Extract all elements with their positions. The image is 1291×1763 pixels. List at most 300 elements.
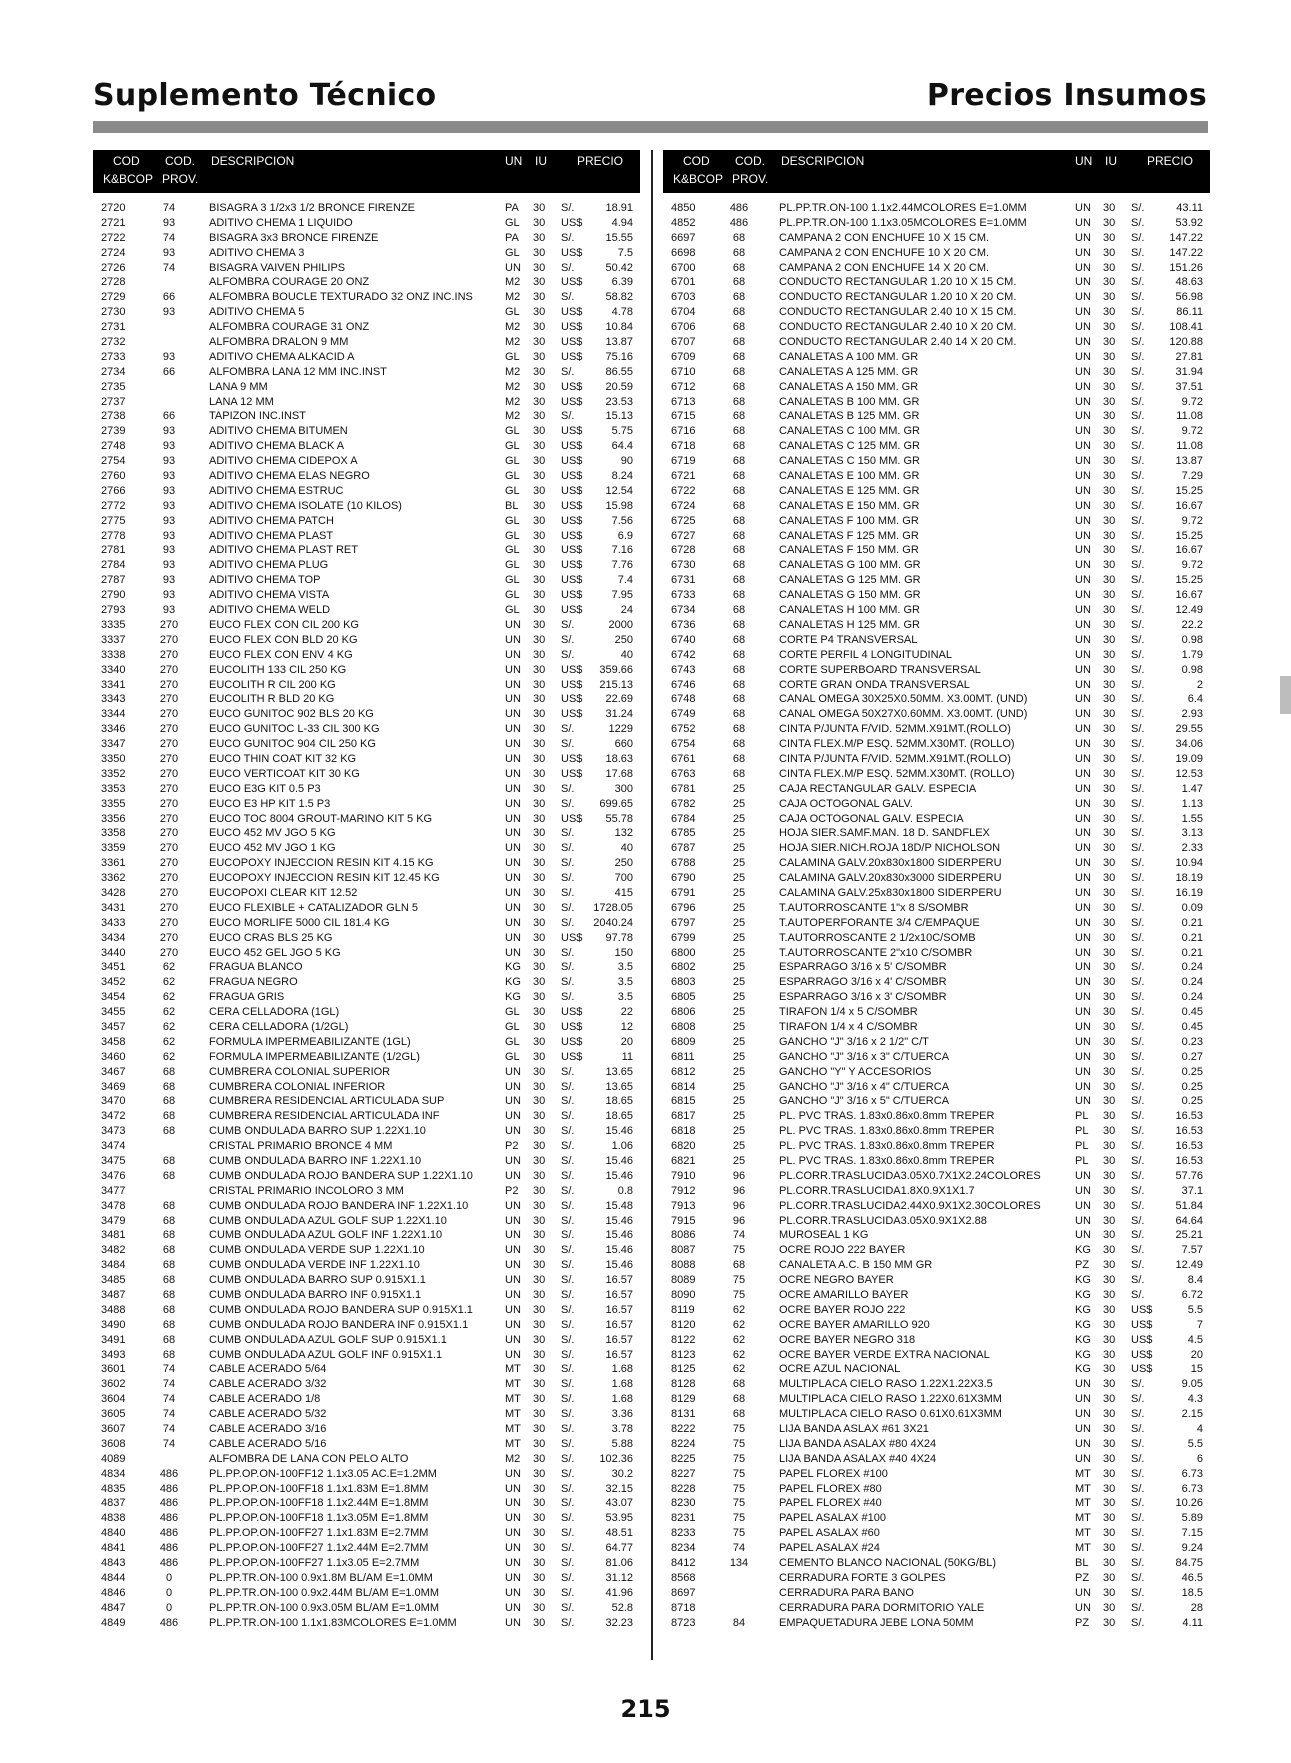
cell-precio: 6.4 — [1187, 693, 1203, 706]
cell-iu: 30 — [1103, 872, 1116, 885]
cell-precio: 22.2 — [1181, 618, 1203, 631]
cell-prov: 270 — [159, 842, 179, 855]
cell-iu: 30 — [533, 812, 546, 825]
cell-cod: 2775 — [101, 514, 126, 527]
cell-descripcion: PL.PP.TR.ON-100 1.1x3.05MCOLORES E=1.0MM — [779, 216, 1027, 229]
cell-prov: 68 — [732, 380, 746, 393]
cell-iu: 30 — [1103, 1601, 1116, 1614]
cell-prov: 68 — [732, 276, 746, 289]
cell-descripcion: EUCOPOXY INJECCION RESIN KIT 12.45 KG — [209, 872, 440, 885]
cell-un: UN — [1075, 306, 1091, 319]
cell-prov: 68 — [162, 1244, 176, 1257]
cell-cod: 4841 — [101, 1542, 126, 1555]
table-row — [663, 1199, 1210, 1214]
cell-currency: S/. — [561, 1199, 575, 1212]
cell-descripcion: OCRE BAYER NEGRO 318 — [779, 1333, 916, 1346]
cell-un: UN — [505, 886, 521, 899]
cell-descripcion: CUMB ONDULADA AZUL GOLF SUP 1.22X1.10 — [209, 1214, 447, 1227]
cell-cod: 3361 — [101, 857, 126, 870]
table-row — [93, 320, 640, 335]
cell-cod: 2720 — [101, 202, 126, 214]
cell-un: UN — [505, 1244, 521, 1257]
cell-currency: S/. — [561, 1467, 575, 1480]
cell-currency: S/. — [561, 1184, 575, 1197]
cell-precio: 31.94 — [1175, 365, 1203, 378]
cell-iu: 30 — [533, 425, 546, 438]
cell-currency: S/. — [1131, 1586, 1145, 1599]
cell-currency: US$ — [561, 708, 583, 721]
cell-currency: S/. — [1131, 202, 1145, 214]
cell-currency: S/. — [1131, 1140, 1145, 1153]
cell-currency: S/. — [1131, 1125, 1145, 1138]
cell-prov: 62 — [732, 1333, 746, 1346]
cell-prov: 486 — [159, 1542, 179, 1555]
cell-prov: 68 — [732, 246, 746, 259]
cell-currency: S/. — [1131, 1080, 1145, 1093]
cell-descripcion: EUCO MORLIFE 5000 CIL 181.4 KG — [209, 916, 390, 929]
cell-descripcion: ALFOMBRA COURAGE 20 ONZ — [209, 276, 370, 289]
cell-descripcion: CUMB ONDULADA AZUL GOLF INF 1.22X1.10 — [209, 1229, 443, 1242]
cell-currency: S/. — [1131, 886, 1145, 899]
table-row — [663, 1214, 1210, 1229]
cell-prov: 84 — [732, 1616, 746, 1629]
header-un: UN — [1075, 154, 1093, 168]
cell-cod: 4834 — [101, 1467, 126, 1480]
cell-precio: 24 — [620, 604, 633, 617]
cell-precio: 120.88 — [1169, 336, 1203, 349]
cell-prov: 25 — [732, 1125, 746, 1138]
cell-precio: 1.13 — [1181, 797, 1203, 810]
cell-descripcion: CINTA FLEX.M/P ESQ. 52MM.X30MT. (ROLLO) — [779, 767, 1015, 780]
cell-iu: 30 — [1103, 1452, 1116, 1465]
cell-un: UN — [1075, 544, 1091, 557]
cell-prov: 68 — [162, 1274, 176, 1287]
cell-iu: 30 — [533, 827, 546, 840]
cell-cod: 2721 — [101, 216, 126, 229]
cell-precio: 9.05 — [1181, 1378, 1203, 1391]
table-row — [663, 663, 1210, 678]
cell-prov: 270 — [159, 901, 179, 914]
cell-currency: S/. — [561, 916, 575, 929]
cell-currency: S/. — [561, 857, 575, 870]
cell-precio: 37.1 — [1181, 1184, 1203, 1197]
cell-currency: S/. — [1131, 752, 1145, 765]
cell-descripcion: EUCO THIN COAT KIT 32 KG — [209, 752, 357, 765]
cell-iu: 30 — [533, 1303, 546, 1316]
cell-currency: S/. — [561, 886, 575, 899]
cell-descripcion: PAPEL FLOREX #40 — [779, 1497, 882, 1510]
cell-iu: 30 — [533, 1318, 546, 1331]
header-prov: COD. — [165, 154, 195, 168]
cell-iu: 30 — [533, 380, 546, 393]
cell-prov: 74 — [162, 1437, 176, 1450]
cell-un: KG — [505, 991, 521, 1004]
table-row — [663, 1318, 1210, 1333]
table-row — [663, 946, 1210, 961]
cell-precio: 3.5 — [617, 991, 633, 1004]
cell-currency: S/. — [1131, 1542, 1145, 1555]
cell-prov: 0 — [165, 1586, 173, 1599]
header-rule — [93, 121, 1208, 133]
table-row — [93, 901, 640, 916]
cell-prov: 62 — [162, 961, 176, 974]
cell-descripcion: ADITIVO CHEMA BITUMEN — [209, 425, 348, 438]
cell-cod: 2790 — [101, 589, 126, 602]
table-row — [663, 1452, 1210, 1467]
cell-iu: 30 — [533, 529, 546, 542]
cell-cod: 6743 — [671, 663, 696, 676]
cell-iu: 30 — [1103, 901, 1116, 914]
cell-cod: 8089 — [671, 1274, 696, 1287]
cell-iu: 30 — [1103, 857, 1116, 870]
cell-descripcion: LIJA BANDA ASALAX #40 4X24 — [779, 1452, 937, 1465]
cell-descripcion: PL.PP.TR.ON-100 0.9x3.05M BL/AM E=1.0MM — [209, 1601, 439, 1614]
cell-currency: S/. — [1131, 1229, 1145, 1242]
cell-precio: 52.8 — [611, 1601, 633, 1614]
cell-prov: 25 — [732, 916, 746, 929]
cell-cod: 3469 — [101, 1080, 126, 1093]
cell-cod: 6707 — [671, 336, 696, 349]
cell-iu: 30 — [533, 797, 546, 810]
cell-un: UN — [505, 1467, 521, 1480]
cell-cod: 3490 — [101, 1318, 126, 1331]
cell-iu: 30 — [1103, 1095, 1116, 1108]
cell-precio: 3.36 — [611, 1408, 633, 1421]
cell-un: UN — [505, 1229, 521, 1242]
cell-descripcion: ADITIVO CHEMA ELAS NEGRO — [209, 470, 370, 483]
table-row — [93, 1318, 640, 1333]
cell-descripcion: OCRE AZUL NACIONAL — [779, 1363, 901, 1376]
cell-currency: S/. — [1131, 1095, 1145, 1108]
cell-iu: 30 — [533, 1437, 546, 1450]
cell-iu: 30 — [1103, 589, 1116, 602]
table-row — [93, 737, 640, 752]
cell-precio: 1.68 — [611, 1363, 633, 1376]
cell-cod: 6748 — [671, 693, 696, 706]
cell-cod: 3454 — [101, 991, 126, 1004]
cell-cod: 2787 — [101, 574, 126, 587]
cell-un: UN — [505, 1616, 521, 1629]
cell-precio: 18.63 — [605, 752, 633, 765]
cell-cod: 3356 — [101, 812, 126, 825]
cell-cod: 6733 — [671, 589, 696, 602]
cell-precio: 17.68 — [605, 767, 633, 780]
cell-cod: 3434 — [101, 931, 126, 944]
cell-descripcion: ESPARRAGO 3/16 x 4' C/SOMBR — [779, 976, 947, 989]
cell-descripcion: CUMBRERA RESIDENCIAL ARTICULADA INF — [209, 1110, 440, 1123]
cell-cod: 3433 — [101, 916, 126, 929]
cell-prov: 68 — [162, 1095, 176, 1108]
cell-cod: 3482 — [101, 1244, 126, 1257]
cell-prov: 62 — [162, 991, 176, 1004]
table-row — [93, 826, 640, 841]
cell-iu: 30 — [1103, 946, 1116, 959]
cell-descripcion: OCRE NEGRO BAYER — [779, 1274, 894, 1287]
cell-iu: 30 — [533, 1497, 546, 1510]
table-row — [93, 1437, 640, 1452]
cell-prov: 68 — [732, 350, 746, 363]
cell-iu: 30 — [533, 544, 546, 557]
cell-descripcion: ESPARRAGO 3/16 x 5' C/SOMBR — [779, 961, 947, 974]
cell-descripcion: PAPEL FLOREX #80 — [779, 1482, 882, 1495]
cell-descripcion: CALAMINA GALV.20x830x3000 SIDERPERU — [779, 872, 1002, 885]
cell-iu: 30 — [1103, 410, 1116, 423]
price-table-right — [663, 150, 1210, 1631]
cell-iu: 30 — [1103, 574, 1116, 587]
cell-iu: 30 — [1103, 484, 1116, 497]
cell-precio: 10.26 — [1175, 1497, 1203, 1510]
cell-iu: 30 — [1103, 306, 1116, 319]
table-row — [93, 409, 640, 424]
cell-prov: 270 — [159, 738, 179, 751]
table-row — [93, 1228, 640, 1243]
table-row — [663, 1496, 1210, 1511]
cell-precio: 40 — [620, 648, 633, 661]
cell-descripcion: CAJA OCTOGONAL GALV. ESPECIA — [779, 812, 964, 825]
cell-prov: 134 — [729, 1557, 749, 1570]
cell-cod: 6803 — [671, 976, 696, 989]
cell-prov: 270 — [159, 797, 179, 810]
cell-descripcion: FRAGUA BLANCO — [209, 961, 303, 974]
cell-precio: 102.36 — [599, 1452, 633, 1465]
cell-precio: 7 — [1196, 1318, 1203, 1331]
cell-iu: 30 — [1103, 246, 1116, 259]
table-row — [663, 1467, 1210, 1482]
cell-iu: 30 — [533, 857, 546, 870]
cell-descripcion: PL.PP.TR.ON-100 0.9x1.8M BL/AM E=1.0MM — [209, 1571, 433, 1584]
cell-iu: 30 — [1103, 1571, 1116, 1584]
cell-cod: 3341 — [101, 678, 126, 691]
cell-iu: 30 — [533, 1214, 546, 1227]
cell-currency: S/. — [1131, 1437, 1145, 1450]
cell-prov: 74 — [162, 1378, 176, 1391]
cell-iu: 30 — [1103, 1125, 1116, 1138]
cell-currency: S/. — [1131, 991, 1145, 1004]
cell-currency: S/. — [1131, 306, 1145, 319]
cell-iu: 30 — [533, 589, 546, 602]
cell-cod: 3346 — [101, 723, 126, 736]
cell-un: KG — [505, 961, 521, 974]
cell-cod: 6754 — [671, 738, 696, 751]
cell-un: UN — [1075, 797, 1091, 810]
cell-currency: S/. — [1131, 931, 1145, 944]
table-row — [93, 1571, 640, 1586]
table-row — [663, 1362, 1210, 1377]
cell-cod: 3358 — [101, 827, 126, 840]
cell-precio: 22.69 — [605, 693, 633, 706]
cell-currency: S/. — [561, 946, 575, 959]
cell-un: GL — [505, 470, 520, 483]
cell-prov: 68 — [732, 455, 746, 468]
cell-precio: 48.63 — [1175, 276, 1203, 289]
cell-iu: 30 — [1103, 827, 1116, 840]
cell-cod: 8228 — [671, 1482, 696, 1495]
cell-cod: 3608 — [101, 1437, 126, 1450]
cell-un: GL — [505, 455, 520, 468]
cell-prov: 25 — [732, 872, 746, 885]
cell-descripcion: PL.PP.OP.ON-100FF18 1.1x1.83M E=1.8MM — [209, 1482, 429, 1495]
cell-prov: 68 — [732, 306, 746, 319]
cell-un: UN — [1075, 1080, 1091, 1093]
cell-precio: 16.57 — [605, 1289, 633, 1302]
cell-currency: US$ — [561, 246, 583, 259]
table-row — [663, 1422, 1210, 1437]
cell-prov: 68 — [162, 1333, 176, 1346]
cell-iu: 30 — [1103, 693, 1116, 706]
cell-currency: S/. — [561, 1229, 575, 1242]
cell-iu: 30 — [1103, 1110, 1116, 1123]
cell-un: M2 — [505, 395, 521, 408]
cell-prov: 25 — [732, 797, 746, 810]
cell-cod: 6697 — [671, 231, 696, 244]
cell-descripcion: CERRADURA PARA DORMITORIO YALE — [779, 1601, 985, 1614]
cell-cod: 7915 — [671, 1214, 696, 1227]
cell-prov: 74 — [162, 261, 176, 274]
cell-prov: 270 — [159, 827, 179, 840]
table-row — [663, 1065, 1210, 1080]
table-row — [663, 1437, 1210, 1452]
cell-un: UN — [505, 1586, 521, 1599]
cell-cod: 6781 — [671, 782, 696, 795]
cell-iu: 30 — [533, 336, 546, 349]
cell-iu: 30 — [533, 633, 546, 646]
cell-un: UN — [1075, 886, 1091, 899]
cell-prov: 25 — [732, 931, 746, 944]
cell-descripcion: CUMB ONDULADA VERDE INF 1.22X1.10 — [209, 1259, 420, 1272]
cell-un: UN — [1075, 1006, 1091, 1019]
cell-un: UN — [505, 857, 521, 870]
cell-descripcion: OCRE BAYER ROJO 222 — [779, 1303, 906, 1316]
cell-currency: S/. — [1131, 291, 1145, 304]
cell-iu: 30 — [1103, 365, 1116, 378]
cell-precio: 31.24 — [605, 708, 633, 721]
table-row — [93, 812, 640, 827]
cell-iu: 30 — [533, 872, 546, 885]
cell-descripcion: EUCO 452 GEL JGO 5 KG — [209, 946, 341, 959]
table-row — [93, 1511, 640, 1526]
cell-descripcion: EUCOLITH R BLD 20 KG — [209, 693, 335, 706]
table-row — [663, 320, 1210, 335]
cell-un: MT — [505, 1423, 521, 1436]
cell-un: M2 — [505, 410, 521, 423]
cell-descripcion: EUCO GUNITOC 904 CIL 250 KG — [209, 738, 376, 751]
cell-descripcion: CONDUCTO RECTANGULAR 1.20 10 X 20 CM. — [779, 291, 1017, 304]
cell-prov: 96 — [732, 1214, 746, 1227]
cell-precio: 64.77 — [605, 1542, 633, 1555]
cell-currency: S/. — [1131, 261, 1145, 274]
cell-prov: 25 — [732, 976, 746, 989]
cell-descripcion: EUCO GUNITOC L-33 CIL 300 KG — [209, 723, 380, 736]
cell-currency: S/. — [1131, 484, 1145, 497]
cell-cod: 8231 — [671, 1512, 696, 1525]
cell-descripcion: EUCOLITH 133 CIL 250 KG — [209, 663, 347, 676]
cell-currency: S/. — [1131, 708, 1145, 721]
cell-descripcion: PL.CORR.TRASLUCIDA2.44X0.9X1X2.30COLORES — [779, 1199, 1041, 1212]
cell-iu: 30 — [1103, 1437, 1116, 1450]
cell-iu: 30 — [533, 1571, 546, 1584]
table-row — [663, 1005, 1210, 1020]
cell-descripcion: CRISTAL PRIMARIO INCOLORO 3 MM — [209, 1184, 404, 1197]
cell-prov: 62 — [162, 1035, 176, 1048]
cell-descripcion: ADITIVO CHEMA VISTA — [209, 589, 330, 602]
cell-iu: 30 — [1103, 782, 1116, 795]
cell-iu: 30 — [1103, 1303, 1116, 1316]
cell-currency: S/. — [1131, 1020, 1145, 1033]
table-row — [663, 990, 1210, 1005]
cell-currency: S/. — [561, 1080, 575, 1093]
cell-iu: 30 — [533, 1333, 546, 1346]
cell-prov: 486 — [159, 1527, 179, 1540]
cell-iu: 30 — [533, 291, 546, 304]
table-row — [663, 1184, 1210, 1199]
cell-descripcion: EMPAQUETADURA JEBE LONA 50MM — [779, 1616, 974, 1629]
table-row — [663, 454, 1210, 469]
cell-prov: 486 — [159, 1482, 179, 1495]
cell-prov: 68 — [732, 708, 746, 721]
cell-descripcion: CORTE GRAN ONDA TRANSVERSAL — [779, 678, 970, 691]
cell-currency: US$ — [561, 529, 583, 542]
cell-prov: 93 — [162, 216, 176, 229]
cell-cod: 4849 — [101, 1616, 126, 1629]
cell-un: MT — [505, 1393, 521, 1406]
cell-descripcion: CORTE SUPERBOARD TRANSVERSAL — [779, 663, 981, 676]
cell-currency: S/. — [1131, 648, 1145, 661]
cell-iu: 30 — [533, 1557, 546, 1570]
cell-precio: 12.54 — [605, 484, 633, 497]
cell-descripcion: PL.PP.OP.ON-100FF27 1.1x1.83M E=2.7MM — [209, 1527, 429, 1540]
cell-precio: 215.13 — [599, 678, 633, 691]
cell-descripcion: LANA 12 MM — [209, 395, 274, 408]
cell-currency: US$ — [561, 216, 583, 229]
cell-prov: 66 — [162, 410, 176, 423]
cell-prov: 68 — [732, 470, 746, 483]
table-row — [663, 886, 1210, 901]
cell-iu: 30 — [1103, 1169, 1116, 1182]
cell-prov: 74 — [162, 1393, 176, 1406]
cell-iu: 30 — [1103, 1244, 1116, 1257]
table-row — [663, 231, 1210, 246]
cell-un: UN — [1075, 648, 1091, 661]
cell-precio: 37.51 — [1175, 380, 1203, 393]
cell-cod: 2733 — [101, 350, 126, 363]
cell-prov: 62 — [162, 1020, 176, 1033]
cell-currency: S/. — [1131, 410, 1145, 423]
cell-iu: 30 — [1103, 1020, 1116, 1033]
cell-prov: 68 — [732, 663, 746, 676]
table-row — [93, 1288, 640, 1303]
cell-iu: 30 — [1103, 1408, 1116, 1421]
cell-cod: 6731 — [671, 574, 696, 587]
cell-precio: 0.09 — [1181, 901, 1203, 914]
table-row — [93, 767, 640, 782]
cell-un: GL — [505, 216, 520, 229]
cell-currency: US$ — [561, 470, 583, 483]
cell-prov: 270 — [159, 916, 179, 929]
cell-prov: 68 — [732, 261, 746, 274]
table-row — [93, 1273, 640, 1288]
table-row — [663, 1348, 1210, 1363]
cell-precio: 5.75 — [611, 425, 633, 438]
table-row — [663, 1392, 1210, 1407]
cell-prov: 68 — [732, 499, 746, 512]
cell-un: KG — [1075, 1333, 1091, 1346]
cell-un: PL — [1075, 1110, 1089, 1123]
price-table-left — [93, 150, 640, 1631]
cell-descripcion: BISAGRA VAIVEN PHILIPS — [209, 261, 346, 274]
cell-precio: 415 — [614, 886, 633, 899]
cell-currency: S/. — [1131, 365, 1145, 378]
cell-prov: 68 — [732, 574, 746, 587]
